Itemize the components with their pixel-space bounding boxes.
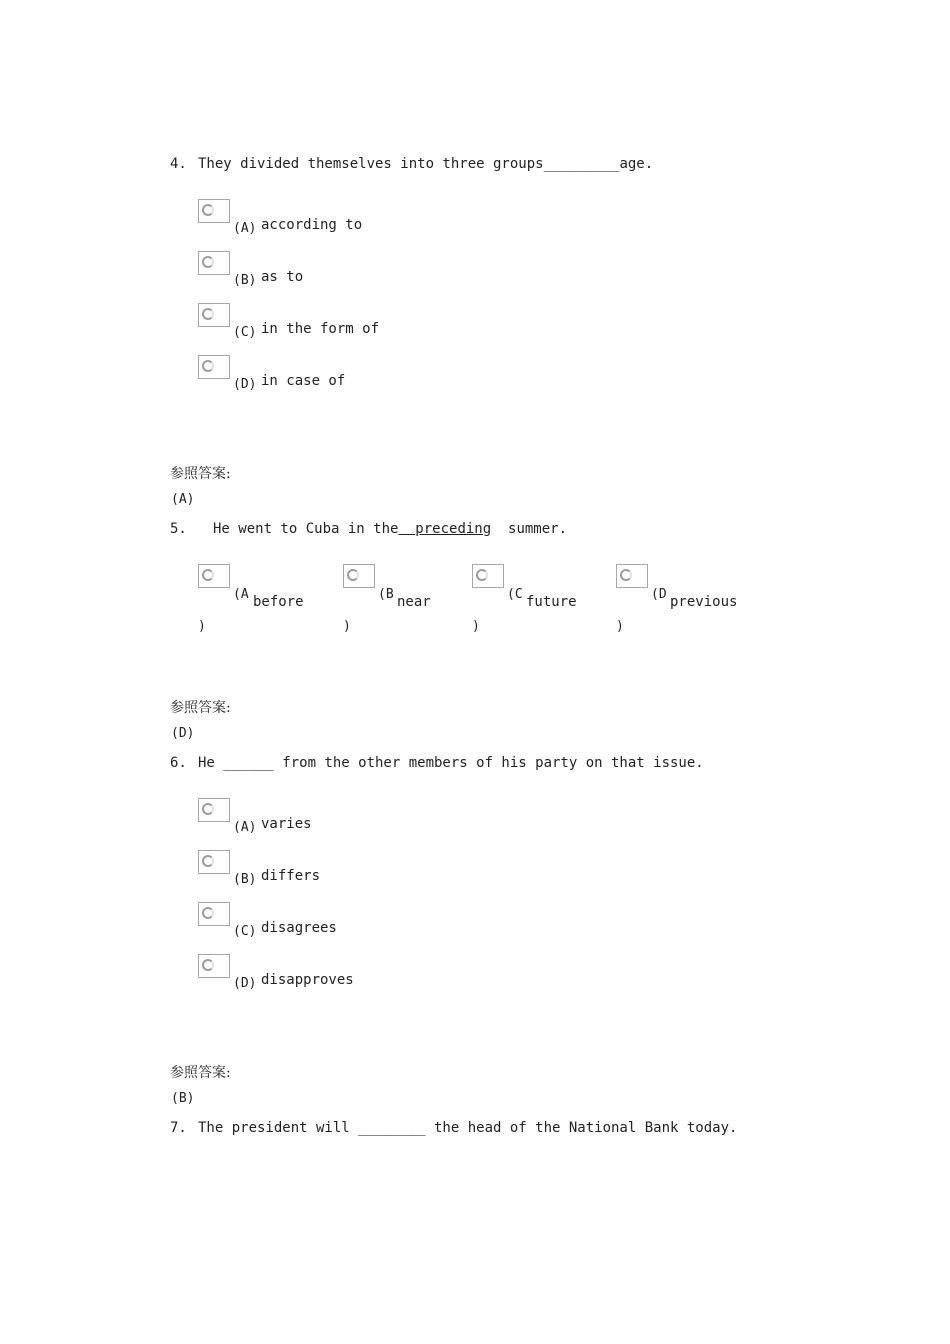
radio-option-5a[interactable] [198, 564, 230, 588]
question-4-stem: They divided themselves into three groups [198, 156, 544, 172]
option-5d-text: previous [670, 594, 738, 610]
option-6a-letter: (A) [233, 820, 257, 835]
question-4-text [198, 156, 653, 172]
option-5c-text: future [526, 594, 577, 610]
option-5d-letter-close: ) [616, 619, 624, 634]
answer-label-6: 参照答案: [170, 1065, 231, 1081]
answer-value-6: (B) [171, 1091, 195, 1106]
option-6b-letter: (B) [233, 872, 257, 887]
radio-circle-icon [476, 569, 488, 581]
option-5c-letter-close: ) [472, 619, 480, 634]
radio-circle-icon [202, 204, 214, 216]
option-5b-letter-close: ) [343, 619, 351, 634]
radio-circle-icon [202, 256, 214, 268]
radio-option-4d[interactable] [198, 355, 230, 379]
radio-option-6d[interactable] [198, 954, 230, 978]
radio-circle-icon [202, 959, 214, 971]
option-5d-letter-open: (D [651, 587, 667, 602]
option-5b-letter-open: (B [378, 587, 394, 602]
option-6d-text: disapproves [261, 972, 354, 988]
answer-label-4: 参照答案: [170, 466, 231, 482]
question-5-text [213, 521, 567, 537]
question-4-tail: age. [619, 156, 654, 172]
option-5a-letter-open: (A [233, 587, 249, 602]
answer-value-5: (D) [171, 726, 195, 741]
question-5-number: 5. [170, 521, 187, 537]
option-6c-letter: (C) [233, 924, 257, 939]
question-6-number: 6. [170, 755, 187, 771]
option-6d-letter: (D) [233, 976, 257, 991]
question-6-text: He ______ from the other members of his party on that issue. [198, 755, 704, 771]
option-4a-letter: (A) [233, 221, 257, 236]
radio-circle-icon [202, 907, 214, 919]
option-4c-letter: (C) [233, 325, 257, 340]
radio-option-4a[interactable] [198, 199, 230, 223]
question-4-number: 4. [170, 156, 187, 172]
option-4d-letter: (D) [233, 377, 257, 392]
radio-option-4b[interactable] [198, 251, 230, 275]
question-4-blank: _________ [543, 156, 620, 172]
option-5a-letter-close: ) [198, 619, 206, 634]
radio-option-4c[interactable] [198, 303, 230, 327]
radio-option-5c[interactable] [472, 564, 504, 588]
radio-option-6c[interactable] [198, 902, 230, 926]
option-6a-text: varies [261, 816, 312, 832]
question-5-stem: He went to Cuba in the [213, 521, 399, 537]
radio-circle-icon [202, 308, 214, 320]
radio-option-5b[interactable] [343, 564, 375, 588]
option-4a-text: according to [261, 217, 363, 233]
option-5b-text: near [397, 594, 431, 610]
option-4b-text: as to [261, 269, 304, 285]
radio-circle-icon [202, 803, 214, 815]
radio-circle-icon [202, 360, 214, 372]
question-7-text: The president will ________ the head of the National Bank today. [198, 1120, 738, 1136]
option-5c-letter-open: (C [507, 587, 523, 602]
question-5-underlined-word: preceding [398, 521, 492, 537]
option-4c-text: in the form of [261, 321, 380, 337]
answer-value-4: (A) [171, 492, 195, 507]
option-4b-letter: (B) [233, 273, 257, 288]
option-6b-text: differs [261, 868, 321, 884]
radio-option-6a[interactable] [198, 798, 230, 822]
radio-circle-icon [202, 855, 214, 867]
radio-circle-icon [347, 569, 359, 581]
option-6c-text: disagrees [261, 920, 337, 936]
option-5a-text: before [253, 594, 304, 610]
option-4d-text: in case of [261, 373, 346, 389]
answer-label-5: 参照答案: [170, 700, 231, 716]
radio-circle-icon [620, 569, 632, 581]
radio-option-6b[interactable] [198, 850, 230, 874]
question-7-number: 7. [170, 1120, 187, 1136]
radio-circle-icon [202, 569, 214, 581]
radio-option-5d[interactable] [616, 564, 648, 588]
question-5-tail: summer. [491, 521, 568, 537]
